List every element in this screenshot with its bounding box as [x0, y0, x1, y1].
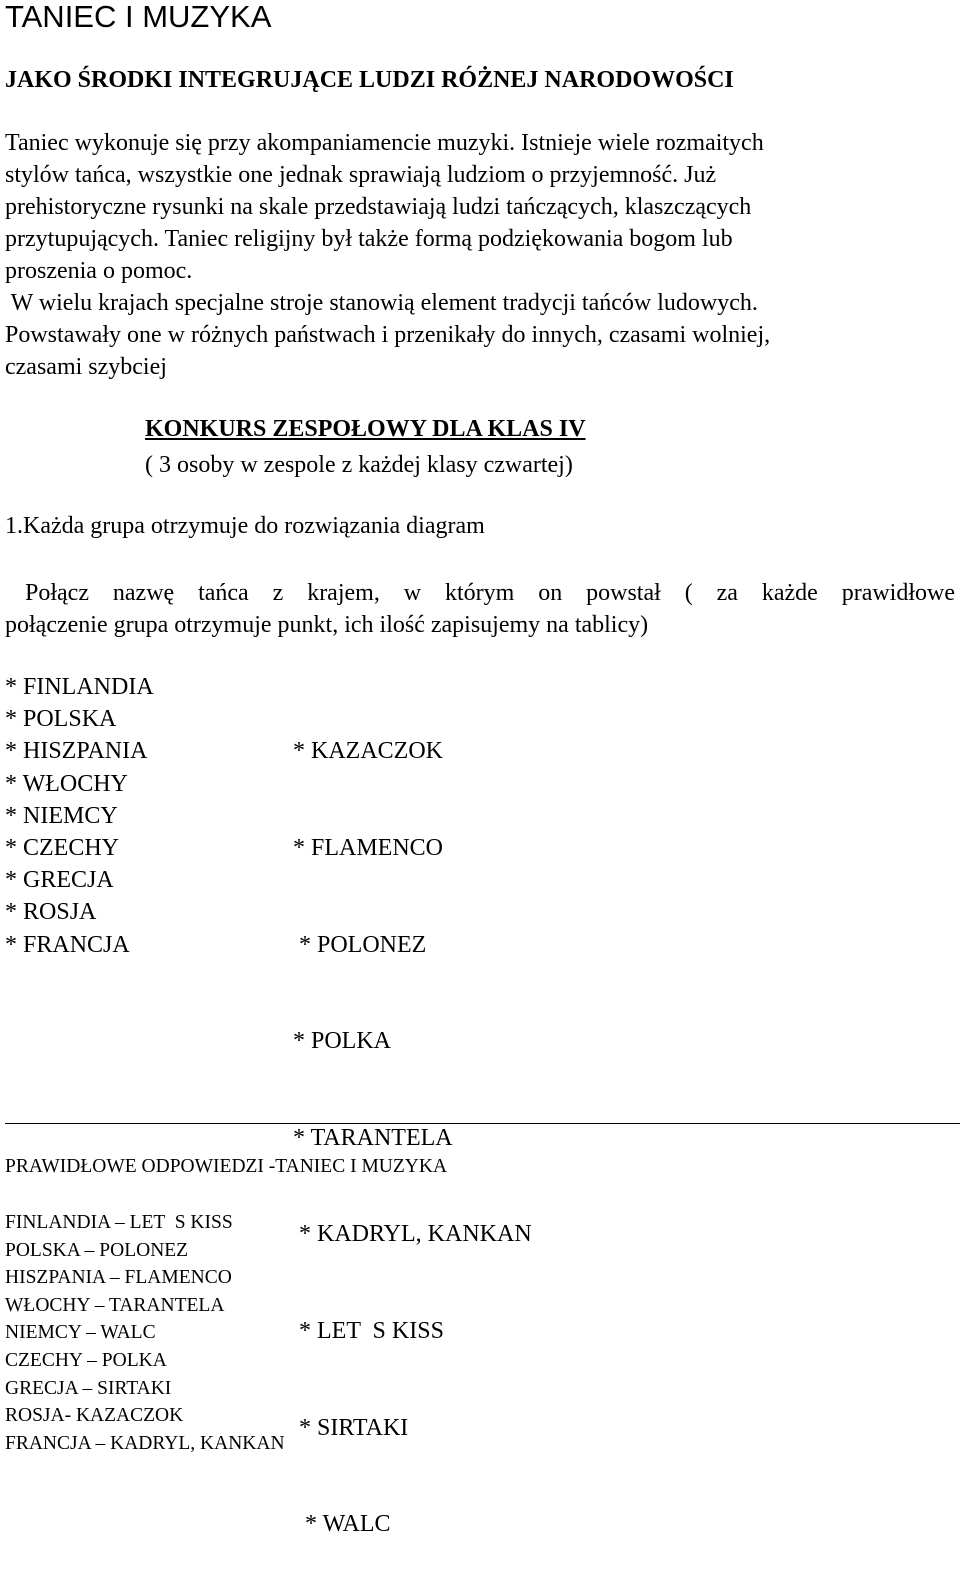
country-item: * WŁOCHY — [5, 770, 128, 797]
country-item: * FINLANDIA — [5, 674, 154, 700]
countries-list — [5, 671, 154, 961]
task-text: 1.Każda grupa otrzymuje do rozwiązania diagram — [5, 513, 485, 539]
contest-subheading: ( 3 osoby w zespole z każdej klasy czwartej) — [145, 452, 573, 478]
answers-title: PRAWIDŁOWE ODPOWIEDZI -TANIEC I MUZYKA — [5, 1156, 448, 1177]
country-item: * POLSKA — [5, 706, 117, 733]
answers-list — [5, 1209, 285, 1457]
answer-item: WŁOCHY – TARANTELA — [5, 1294, 225, 1316]
dances-list — [293, 671, 532, 1573]
country-item: * ROSJA — [5, 899, 97, 926]
country-item: * FRANCJA — [5, 931, 130, 958]
intro-line: przytupujących. Taniec religijny był także formą podziękowania bogom lub — [5, 226, 733, 252]
document-subtitle: JAKO ŚRODKI INTEGRUJĄCE LUDZI RÓŻNEJ NARODOWOŚCI — [5, 67, 734, 93]
answer-item: GRECJA – SIRTAKI — [5, 1377, 172, 1399]
country-item: * GRECJA — [5, 867, 114, 894]
answer-item: NIEMCY – WALC — [5, 1322, 156, 1344]
intro-line: W wielu krajach specjalne stroje stanowią element tradycji tańców ludowych. — [5, 290, 758, 316]
instruction-paragraph — [5, 577, 955, 641]
contest-heading: KONKURS ZESPOŁOWY DLA KLAS IV — [145, 416, 586, 442]
intro-line: Powstawały one w różnych państwach i przenikały do innych, czasami wolniej, — [5, 322, 771, 348]
country-item: * NIEMCY — [5, 802, 118, 829]
document-title: TANIEC I MUZYKA — [5, 0, 272, 34]
intro-line: Taniec wykonuje się przy akompaniamencie muzyki. Istnieje wiele rozmaitych — [5, 130, 764, 156]
dance-item: * FLAMENCO — [293, 835, 444, 862]
dance-item: * TARANTELA — [293, 1124, 453, 1151]
instruction-line-1: Połącz nazwę tańca z krajem, w którym on powstał ( za każde prawidłowe — [25, 580, 955, 606]
answer-item: CZECHY – POLKA — [5, 1349, 167, 1371]
dance-item: * WALC — [293, 1511, 391, 1538]
dance-item: * POLONEZ — [293, 931, 427, 958]
instruction-line-2: połączenie grupa otrzymuje punkt, ich ilość zapisujemy na tablicy) — [5, 612, 649, 638]
country-item: * CZECHY — [5, 835, 119, 862]
answer-item: HISZPANIA – FLAMENCO — [5, 1267, 232, 1289]
dance-item: * LET S KISS — [293, 1318, 444, 1345]
answer-item: POLSKA – POLONEZ — [5, 1239, 189, 1261]
answer-item: FINLANDIA – LET S KISS — [5, 1212, 233, 1233]
country-item: * HISZPANIA — [5, 738, 148, 765]
intro-paragraph — [5, 127, 950, 383]
dance-item: * KADRYL, KANKAN — [293, 1221, 532, 1248]
intro-line: stylów tańca, wszystkie one jednak sprawiają ludziom o przyjemność. Już — [5, 162, 717, 188]
intro-line: prehistoryczne rysunki na skale przedstawiają ludzi tańczących, klaszczących — [5, 194, 752, 220]
intro-line: czasami szybciej — [5, 354, 167, 380]
dance-item: * POLKA — [293, 1028, 392, 1055]
answer-item: FRANCJA – KADRYL, KANKAN — [5, 1432, 285, 1454]
dance-item: * KAZACZOK — [293, 738, 443, 765]
answer-item: ROSJA- KAZACZOK — [5, 1405, 184, 1427]
separator-line — [5, 1123, 960, 1124]
dance-item: * SIRTAKI — [293, 1414, 409, 1441]
intro-line: proszenia o pomoc. — [5, 258, 193, 284]
